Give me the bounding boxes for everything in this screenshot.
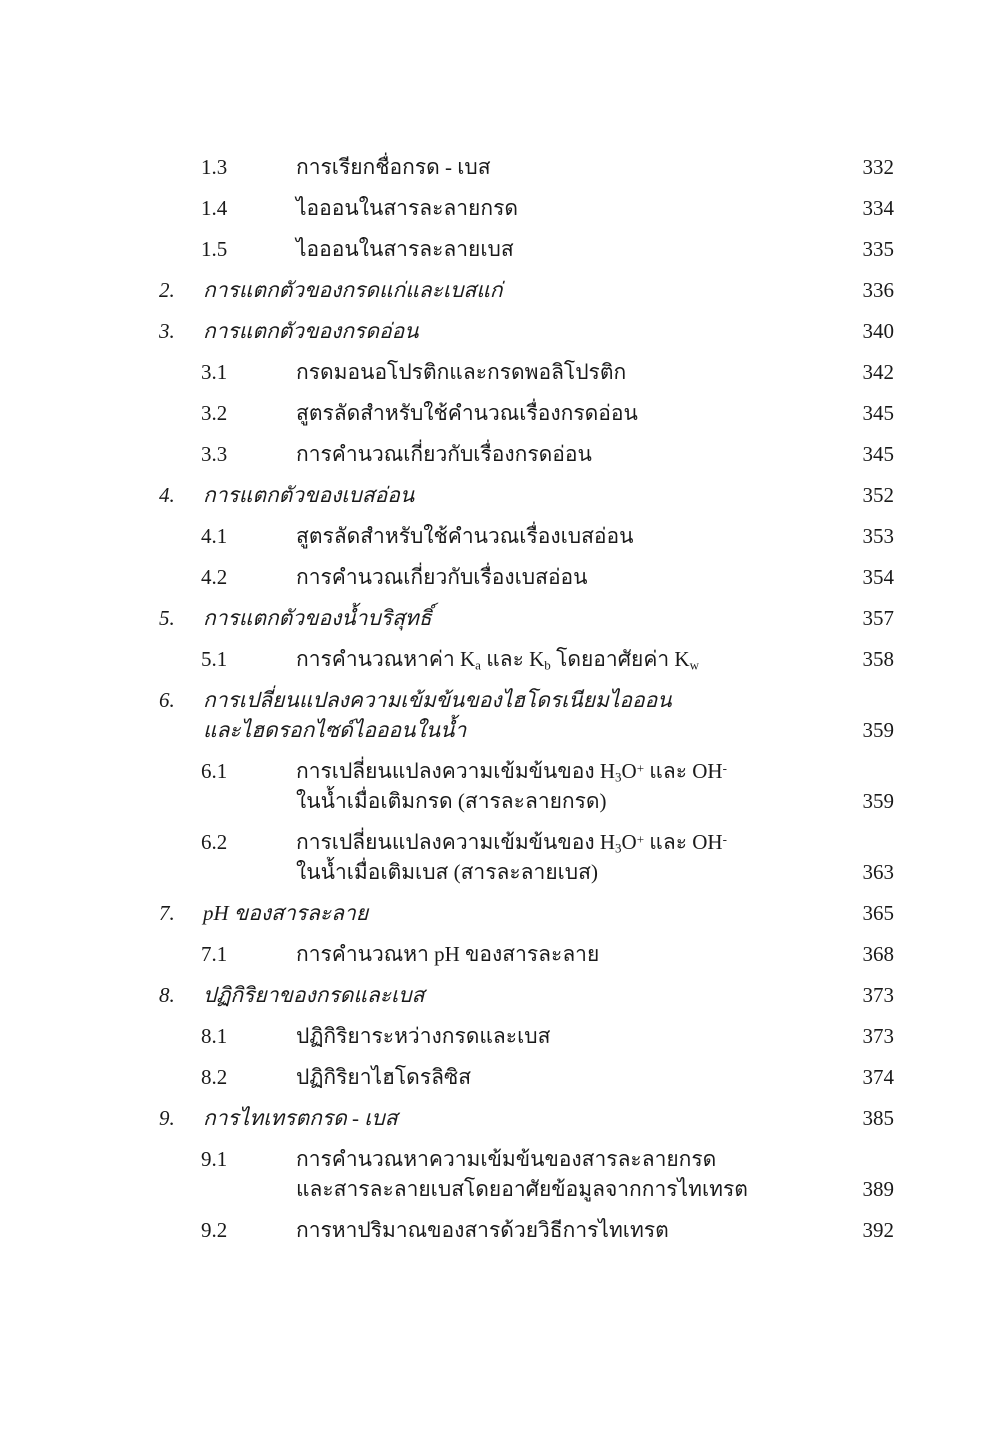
toc-entry-page-number[interactable]: 359 bbox=[862, 718, 894, 742]
toc-entry[interactable] bbox=[155, 1144, 900, 1204]
toc-entry-number: 6.1 bbox=[201, 759, 228, 783]
toc-entry-page-number[interactable]: 336 bbox=[862, 278, 894, 302]
toc-entry-label-line1: การคำนวณเกี่ยวกับเรื่องเบสอ่อน bbox=[296, 565, 588, 589]
toc-entry[interactable] bbox=[155, 980, 900, 1010]
toc-entry-label bbox=[203, 980, 814, 1010]
toc-entry[interactable] bbox=[155, 756, 900, 816]
toc-entry-page-number[interactable]: 342 bbox=[862, 360, 894, 384]
toc-entry-page-number[interactable]: 389 bbox=[862, 1177, 894, 1201]
toc-entry-number: 8.2 bbox=[201, 1065, 228, 1089]
toc-entry[interactable] bbox=[155, 1062, 900, 1092]
toc-entry-number: 9.2 bbox=[201, 1218, 228, 1242]
toc-entry-label bbox=[203, 275, 814, 305]
toc-entry-number: 7.1 bbox=[201, 942, 228, 966]
toc-entry-number: 4.1 bbox=[201, 524, 228, 548]
toc-entry-label-line2: และไฮดรอกไซด์ไอออนในน้ำ bbox=[203, 718, 467, 742]
toc-entry-label-line2: ในน้ำเมื่อเติมเบส (สารละลายเบส) bbox=[296, 860, 598, 884]
toc-entry-page-number[interactable]: 345 bbox=[862, 401, 894, 425]
toc-entry[interactable] bbox=[155, 827, 900, 887]
toc-entry-label-line1: การเปลี่ยนแปลงความเข้มข้นของ $H_3O^+$ และ OH- bbox=[296, 830, 727, 856]
toc-entry-number: 1.5 bbox=[201, 237, 228, 261]
toc-entry-label bbox=[296, 193, 814, 223]
toc-entry-page-number[interactable]: 359 bbox=[862, 789, 894, 813]
toc-entry-number: 5.1 bbox=[201, 647, 228, 671]
toc-entry-page-number[interactable]: 345 bbox=[862, 442, 894, 466]
toc-entry-number: 4. bbox=[159, 483, 175, 507]
toc-entry-label bbox=[203, 685, 814, 745]
toc-entry-label-line1: ปฏิกิริยาระหว่างกรดและเบส bbox=[296, 1024, 551, 1048]
toc-entry-page-number[interactable]: 354 bbox=[862, 565, 894, 589]
toc-entry[interactable] bbox=[155, 1021, 900, 1051]
toc-entry-number: 8.1 bbox=[201, 1024, 228, 1048]
toc-entry-label-line1: ปฏิกิริยาไฮโดรลิซิส bbox=[296, 1065, 472, 1089]
toc-entry-page-number[interactable]: 352 bbox=[862, 483, 894, 507]
toc-entry-label-line1: การคำนวณหาความเข้มข้นของสารละลายกรด bbox=[296, 1147, 717, 1171]
toc-entry-number: 5. bbox=[159, 606, 175, 630]
toc-entry[interactable] bbox=[155, 316, 900, 346]
toc-entry-page-number[interactable]: 373 bbox=[862, 1024, 894, 1048]
toc-entry-label bbox=[296, 152, 814, 182]
toc-entry-label-line1: การคำนวณหา pH ของสารละลาย bbox=[296, 942, 600, 966]
toc-entry-label bbox=[296, 398, 814, 428]
toc-entry[interactable] bbox=[155, 1215, 900, 1245]
toc-entry-label bbox=[296, 1021, 814, 1051]
toc-entry-label-line1: สูตรลัดสำหรับใช้คำนวณเรื่องกรดอ่อน bbox=[296, 401, 638, 425]
toc-entry-label-line1: กรดมอนอโปรติกและกรดพอลิโปรติก bbox=[296, 360, 627, 384]
toc-entry-page-number[interactable]: 385 bbox=[862, 1106, 894, 1130]
toc-entry-number: 3.2 bbox=[201, 401, 228, 425]
toc-entry-page-number[interactable]: 332 bbox=[862, 155, 894, 179]
toc-entry[interactable] bbox=[155, 603, 900, 633]
toc-entry-page-number[interactable]: 363 bbox=[862, 860, 894, 884]
toc-entry-page-number[interactable]: 340 bbox=[862, 319, 894, 343]
toc-entry-page-number[interactable]: 358 bbox=[862, 647, 894, 671]
toc-entry-number: 6.2 bbox=[201, 830, 228, 854]
toc-entry-number: 1.3 bbox=[201, 155, 228, 179]
toc-entry-label-line2: ในน้ำเมื่อเติมกรด (สารละลายกรด) bbox=[296, 789, 607, 813]
toc-entry-number: 3. bbox=[159, 319, 175, 343]
toc-entry-label-line1: การแตกตัวของน้ำบริสุทธิ์ bbox=[203, 606, 432, 630]
toc-entry-label-line1: การแตกตัวของกรดอ่อน bbox=[203, 319, 419, 343]
toc-entry-label bbox=[203, 1103, 814, 1133]
toc-entry-label bbox=[203, 316, 814, 346]
toc-entry-label-line1: การคำนวณหาค่า $K_a$ และ $K_b$ โดยอาศัยค่า $K_w$ bbox=[296, 647, 699, 673]
toc-entry[interactable] bbox=[155, 685, 900, 745]
toc-entry[interactable] bbox=[155, 939, 900, 969]
toc-entry-page-number[interactable]: 368 bbox=[862, 942, 894, 966]
toc-entry-number: 8. bbox=[159, 983, 175, 1007]
toc-entry-label bbox=[296, 521, 814, 551]
toc-entry[interactable] bbox=[155, 898, 900, 928]
toc-entry-label-line1: การไทเทรตกรด - เบส bbox=[203, 1106, 398, 1130]
toc-entry[interactable] bbox=[155, 644, 900, 674]
toc-entry[interactable] bbox=[155, 275, 900, 305]
toc-entry[interactable] bbox=[155, 521, 900, 551]
toc-entry-number: 2. bbox=[159, 278, 175, 302]
toc-entry-label bbox=[203, 603, 814, 633]
toc-entry-page-number[interactable]: 365 bbox=[862, 901, 894, 925]
toc-entry-label-line1: สูตรลัดสำหรับใช้คำนวณเรื่องเบสอ่อน bbox=[296, 524, 634, 548]
toc-entry-number: 1.4 bbox=[201, 196, 228, 220]
toc-entry[interactable] bbox=[155, 398, 900, 428]
toc-entry-label-line1: การแตกตัวของเบสอ่อน bbox=[203, 483, 415, 507]
toc-entry-label-line1: การเปลี่ยนแปลงความเข้มข้นของ $H_3O^+$ และ OH- bbox=[296, 759, 727, 785]
toc-entry-label bbox=[296, 234, 814, 264]
toc-entry-number: 9.1 bbox=[201, 1147, 228, 1171]
toc-entry[interactable] bbox=[155, 193, 900, 223]
toc-entry[interactable] bbox=[155, 480, 900, 510]
toc-entry[interactable] bbox=[155, 152, 900, 182]
toc-entry-page-number[interactable]: 357 bbox=[862, 606, 894, 630]
toc-entry-label bbox=[296, 644, 814, 674]
toc-entry-label bbox=[296, 756, 814, 816]
toc-entry-label bbox=[296, 439, 814, 469]
toc-entry-number: 3.1 bbox=[201, 360, 228, 384]
toc-entry-number: 4.2 bbox=[201, 565, 228, 589]
toc-entry-label-line1: การแตกตัวของกรดแก่และเบสแก่ bbox=[203, 278, 503, 302]
toc-entry-label bbox=[296, 1062, 814, 1092]
toc-entry-label-line1: การเรียกชื่อกรด - เบส bbox=[296, 155, 491, 179]
toc-entry-label bbox=[296, 562, 814, 592]
toc-entry-label-line1: การหาปริมาณของสารด้วยวิธีการไทเทรต bbox=[296, 1218, 669, 1242]
toc-entry[interactable] bbox=[155, 234, 900, 264]
toc-entry[interactable] bbox=[155, 562, 900, 592]
toc-entry-label bbox=[296, 939, 814, 969]
toc-entry-page-number[interactable]: 353 bbox=[862, 524, 894, 548]
toc-entry-label-line1: pH ของสารละลาย bbox=[203, 901, 369, 925]
toc-entry-number: 7. bbox=[159, 901, 175, 925]
toc-entry-label-line1: ไอออนในสารละลายกรด bbox=[296, 196, 518, 220]
toc-entry-label bbox=[296, 827, 814, 887]
toc-entry[interactable] bbox=[155, 1103, 900, 1133]
toc-entry-number: 6. bbox=[159, 688, 175, 712]
toc-entry-page-number[interactable]: 334 bbox=[862, 196, 894, 220]
toc-entry-label-line1: การเปลี่ยนแปลงความเข้มข้นของไฮโดรเนียมไอออน bbox=[203, 688, 672, 712]
toc-entry-list bbox=[155, 152, 900, 1256]
toc-entry-label-line1: การคำนวณเกี่ยวกับเรื่องกรดอ่อน bbox=[296, 442, 592, 466]
toc-entry[interactable] bbox=[155, 439, 900, 469]
toc-entry-page-number[interactable]: 392 bbox=[862, 1218, 894, 1242]
toc-entry-label bbox=[203, 898, 814, 928]
toc-entry-label bbox=[296, 1215, 814, 1245]
toc-entry-page-number[interactable]: 373 bbox=[862, 983, 894, 1007]
toc-entry-number: 9. bbox=[159, 1106, 175, 1130]
toc-entry-label-line1: ปฏิกิริยาของกรดและเบส bbox=[203, 983, 425, 1007]
toc-entry-label bbox=[296, 1144, 814, 1204]
toc-entry-label bbox=[203, 480, 814, 510]
toc-entry-label-line1: ไอออนในสารละลายเบส bbox=[296, 237, 514, 261]
toc-entry-number: 3.3 bbox=[201, 442, 228, 466]
toc-entry-page-number[interactable]: 335 bbox=[862, 237, 894, 261]
toc-entry-label-line2: และสารละลายเบสโดยอาศัยข้อมูลจากการไทเทรต bbox=[296, 1177, 748, 1201]
toc-entry[interactable] bbox=[155, 357, 900, 387]
toc-entry-page-number[interactable]: 374 bbox=[862, 1065, 894, 1089]
toc-entry-label bbox=[296, 357, 814, 387]
